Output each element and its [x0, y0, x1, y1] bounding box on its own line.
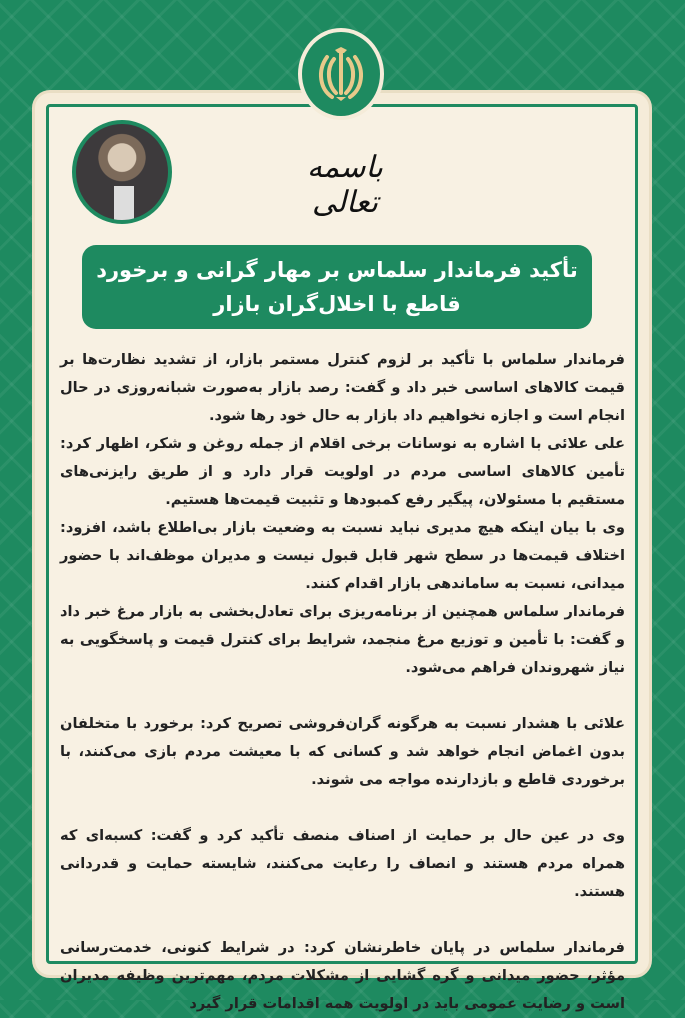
- iran-emblem-badge: [298, 28, 384, 120]
- headline-line-2: قاطع با اخلال‌گران بازار: [213, 292, 461, 316]
- paragraph: وی در عین حال بر حمایت از اصناف منصف تأکید کرد و گفت: کسبه‌ای که همراه مردم هستند و انصاف را رعایت می‌کنند، شایسته حمایت و قدردانی هستند.: [60, 827, 625, 900]
- headline-line-1: تأکید فرماندار سلماس بر مهار گرانی و برخورد: [96, 258, 578, 282]
- paragraph: وی با بیان اینکه هیچ مدیری نباید نسبت به وضعیت بازار بی‌اطلاع باشد، افزود: اختلاف قیمت‌ها در سطح شهر قابل قبول نیست و مدیران موظف‌اند با حضور میدانی، نسبت به ساماندهی بازار اقدام کنند.: [60, 519, 625, 592]
- paragraph: فرماندار سلماس با تأکید بر لزوم کنترل مستمر بازار، از تشدید نظارت‌ها بر قیمت کالاهای اساسی خبر داد و گفت: رصد بازار به‌صورت شبانه‌روزی در حال انجام است و اجازه نخواهیم داد بازار به حال خود رها شود.: [60, 351, 625, 424]
- iran-emblem-icon: [316, 45, 366, 103]
- paragraph: فرماندار سلماس همچنین از برنامه‌ریزی برای تعادل‌بخشی به بازار مرغ خبر داد و گفت: با تأمین و توزیع مرغ منجمد، شرایط برای کنترل قیمت و پاسخگویی به نیاز شهروندان فراهم می‌شود.: [60, 603, 625, 676]
- governor-photo: [72, 120, 172, 224]
- headline-box: [82, 245, 592, 329]
- article-body: [60, 346, 625, 1018]
- paragraph: علائی با هشدار نسبت به هرگونه گران‌فروشی تصریح کرد: برخورد با متخلفان بدون اغماض انجام خواهد شد و کسانی که با معیشت مردم بازی می‌کنند، با برخوردی قاطع و بازدارنده مواجه می شوند.: [60, 715, 625, 788]
- invocation-calligraphy: باسمه تعالی: [306, 150, 384, 220]
- paragraph: فرماندار سلماس در پایان خاطرنشان کرد: در شرایط کنونی، خدمت‌رسانی مؤثر، حضور میدانی و گره گشایی از مشکلات مردم، مهم‌ترین وظیفه مدیران است و رضایت عمومی باید در اولویت همه اقدامات قرار گیرد: [60, 939, 625, 1012]
- paragraph: علی علائی با اشاره به نوسانات برخی اقلام از جمله روغن و شکر، اظهار کرد: تأمین کالاهای اساسی مردم در اولویت قرار دارد و از طریق رایزنی‌های مستقیم با مسئولان، پیگیر رفع کمبودها و تثبیت قیمت‌ها هستیم.: [60, 435, 625, 508]
